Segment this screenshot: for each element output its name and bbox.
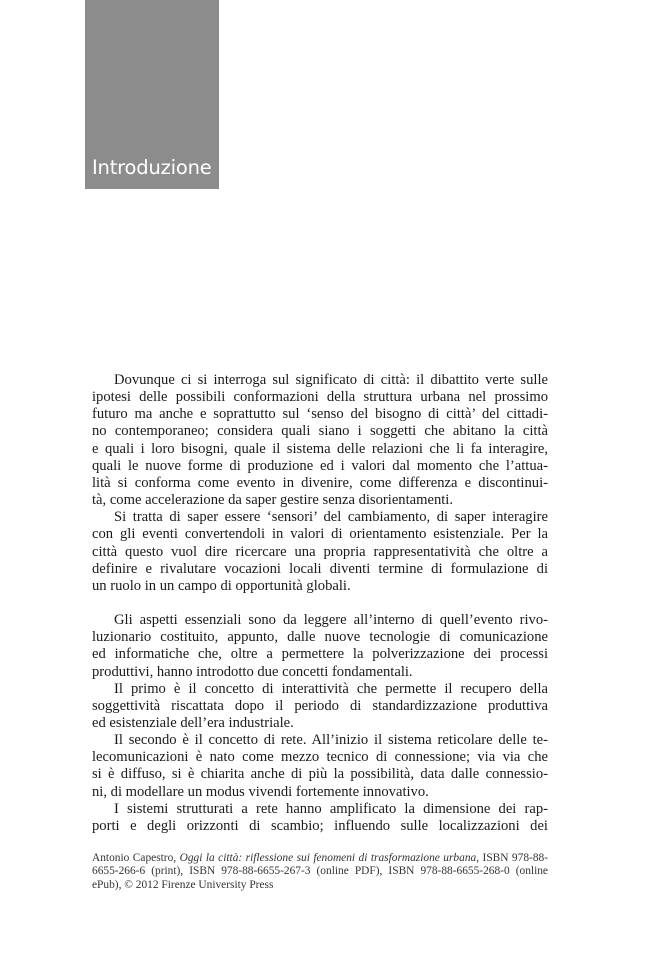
- footnote-isbn: , ISBN 978-88-: [476, 852, 548, 864]
- text-line: lecomunicazioni è nato come mezzo tecnico di connessione; via via che: [92, 749, 548, 766]
- footnote-line: [92, 852, 548, 865]
- chapter-heading-block: [85, 0, 219, 189]
- text-line: ipotesi delle possibili conformazioni della struttura urbana nel prossimo: [92, 389, 548, 406]
- text-line: Il primo è il concetto di interattività che permette il recupero della: [114, 680, 548, 697]
- footnote-author: Antonio Capestro,: [92, 852, 177, 864]
- text-line: città questo vuol dire ricercare una propria rappresentatività che oltre a: [92, 543, 548, 560]
- footnote-line: 6655-266-6 (print), ISBN 978-88-6655-267-3 (online PDF), ISBN 978-88-6655-268-0 (online: [92, 865, 548, 878]
- text-line: Dovunque ci si interroga sul significato di città: il dibattito verte sulle: [114, 372, 548, 388]
- text-line: Gli aspetti essenziali sono da leggere all’interno di quell’evento rivo-: [114, 612, 548, 629]
- text-line: e quali i loro bisogni, quale il sistema delle relazioni che li fa interagire,: [92, 440, 548, 457]
- text-line: ni, di modellare un modus vivendi fortemente innovativo.: [92, 783, 429, 800]
- text-line: I sistemi strutturati a rete hanno amplificato la dimensione dei rap-: [114, 800, 548, 817]
- footnote-citation: [92, 852, 548, 892]
- text-line: Il secondo è il concetto di rete. All’inizio il sistema reticolare delle te-: [114, 732, 548, 749]
- text-line: lità si conforma come evento in divenire, come differenza e discontinui-: [92, 474, 548, 491]
- paragraph: [92, 681, 548, 732]
- paragraph: [92, 801, 548, 835]
- paragraph: [92, 732, 548, 801]
- text-line: definire e rivalutare vocazioni locali diventi termine di formulazione di: [92, 560, 548, 577]
- text-line: si è diffuso, si è chiarita anche di più la possibilità, data dalle connessio-: [92, 766, 548, 783]
- text-line: ed informatiche che, oltre a permettere la polverizzazione dei processi: [92, 646, 548, 663]
- text-line: Si tratta di saper essere ‘sensori’ del cambiamento, di saper interagire: [114, 509, 548, 526]
- text-line: futuro ma anche e soprattutto sul ‘senso del bisogno di città’ del cittadi-: [92, 406, 548, 423]
- paragraph: [92, 612, 548, 681]
- section-gap: [92, 595, 548, 612]
- text-line: no contemporaneo; considera quali siano i soggetti che abitano la città: [92, 423, 548, 440]
- footnote-line: ePub), © 2012 Firenze University Press: [92, 878, 274, 891]
- text-line: soggettività riscattata dopo il periodo di standardizzazione produttiva: [92, 697, 548, 714]
- footnote-book-title: Oggi la città: riflessione sui fenomeni di trasformazione urbana: [179, 852, 477, 864]
- text-line: un ruolo in un campo di opportunità globali.: [92, 577, 351, 594]
- text-line: con gli eventi convertendoli in valori di orientamento esistenziale. Per la: [92, 526, 548, 543]
- paragraph: [92, 372, 548, 509]
- text-line: porti e degli orizzonti di scambio; influendo sulle localizzazioni dei: [92, 817, 548, 834]
- text-line: luzionario costituito, appunto, dalle nuove tecnologie di comunicazione: [92, 629, 548, 646]
- text-line: quali le nuove forme di produzione ed i valori dal momento che l’attua-: [92, 457, 548, 474]
- paragraph: [92, 509, 548, 595]
- body-text: [92, 372, 548, 835]
- text-line: ed esistenziale dell’era industriale.: [92, 714, 294, 731]
- chapter-title: Introduzione: [92, 156, 212, 179]
- text-line: tà, come accelerazione da saper gestire senza disorientamenti.: [92, 492, 454, 509]
- text-line: produttivi, hanno introdotto due concetti fondamentali.: [92, 663, 413, 680]
